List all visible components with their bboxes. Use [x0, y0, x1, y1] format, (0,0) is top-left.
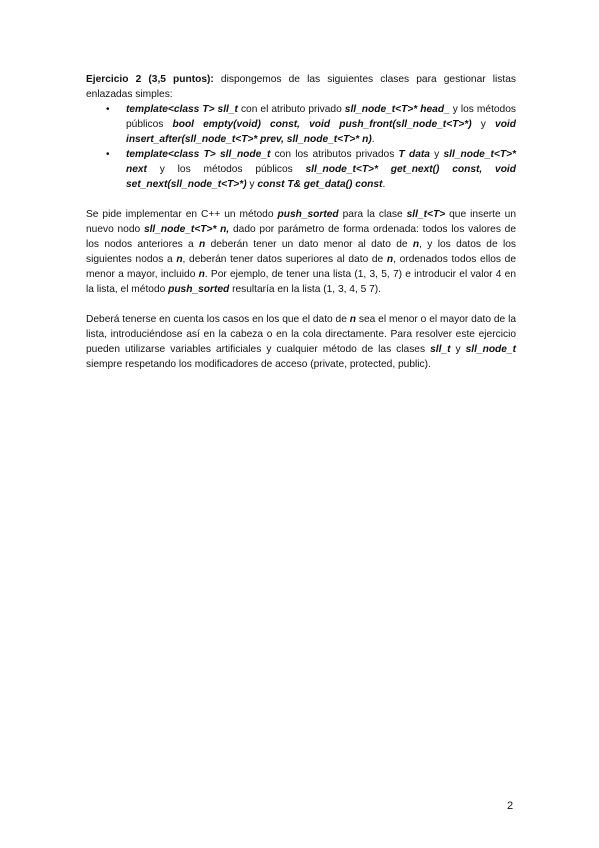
page-number: 2	[507, 800, 514, 812]
code-text: push_sorted	[277, 209, 339, 220]
plain-text: resultaría en la lista (1, 3, 4, 5 7).	[229, 284, 382, 295]
code-text: n	[199, 239, 206, 250]
code-text: n	[198, 269, 205, 280]
code-text: push_sorted	[168, 284, 230, 295]
plain-text: .	[382, 179, 386, 190]
code-text: sll_node_t<T>* n,	[143, 224, 230, 235]
plain-text: y	[450, 344, 466, 355]
plain-text: con los atributos privados	[270, 149, 399, 160]
plain-text: y	[429, 149, 444, 160]
list-item-sll-node-t	[86, 147, 516, 192]
code-text: n	[412, 239, 420, 250]
notes-paragraph	[86, 312, 516, 372]
plain-text: , ordenados todos ellos de menor a mayor, incluido	[86, 254, 516, 280]
bullet-icon: •	[106, 104, 110, 115]
class-list	[86, 102, 516, 192]
code-text: sll_node_t	[465, 344, 516, 355]
plain-text: con el atributo privado	[237, 104, 345, 115]
exercise-content	[86, 72, 516, 372]
plain-text: y	[246, 179, 258, 190]
plain-text: que inserte un nuevo nodo	[86, 209, 516, 235]
code-text: sll_node_t<T>* next	[126, 149, 516, 175]
list-item-sll-t	[86, 102, 516, 147]
code-text: n	[176, 254, 183, 265]
plain-text: , deberán tener datos superiores al dato de	[182, 254, 387, 265]
code-text: T data	[398, 149, 430, 160]
code-text: sll_node_t<T>* head_	[344, 104, 450, 115]
plain-text: y los métodos públicos	[126, 104, 516, 130]
plain-text: deberán tener un dato menor al dato de	[205, 239, 413, 250]
exercise-title: Ejercicio 2 (3,5 puntos):	[86, 74, 214, 85]
plain-text: Se pide implementar en C++ un método	[86, 209, 278, 220]
plain-text: dado por parámetro de forma ordenada: todos los valores de los nodos anteriores a	[86, 224, 516, 250]
code-text: n	[349, 314, 356, 325]
plain-text: , y los datos de los siguientes nodos a	[86, 239, 516, 265]
code-text: sll_t<T>	[406, 209, 446, 220]
plain-text: siempre respetando los modificadores de acceso (private, protected, public).	[86, 359, 431, 370]
code-text: template<class T> sll_node_t	[126, 149, 271, 160]
code-text: const T& get_data() const	[257, 179, 383, 190]
code-text: bool empty(void) const, void push_front(sll_node_t<T>*)	[172, 119, 472, 130]
exercise-intro: dispongemos de las siguientes clases para gestionar listas enlazadas simples:	[86, 74, 516, 100]
plain-text: . Por ejemplo, de tener una lista (1, 3, 5, 7) e introducir el valor 4 en la lista, el método	[86, 269, 516, 295]
plain-text: y	[471, 119, 496, 130]
code-text: template<class T> sll_t	[126, 104, 238, 115]
task-paragraph	[86, 207, 516, 297]
plain-text: para la clase	[338, 209, 407, 220]
plain-text: .	[371, 134, 375, 145]
code-text: sll_node_t<T>* get_next() const, void set_next(sll_node_t<T>*)	[126, 164, 516, 190]
code-text: n	[386, 254, 394, 265]
code-text: void insert_after(sll_node_t<T>* prev, sll_node_t<T>* n)	[126, 119, 516, 145]
plain-text: Deberá tenerse en cuenta los casos en los que el dato de	[86, 314, 350, 325]
bullet-icon: •	[106, 149, 110, 160]
code-text: sll_t	[430, 344, 451, 355]
plain-text: sea el menor o el mayor dato de la lista, introduciéndose así en la cabeza o en la cola directamente. Para resolver este ejercicio pueden utilizarse variables artificiales y cualquier método de las clases	[86, 314, 516, 355]
plain-text: y los métodos públicos	[146, 164, 306, 175]
exercise-heading	[86, 72, 516, 102]
